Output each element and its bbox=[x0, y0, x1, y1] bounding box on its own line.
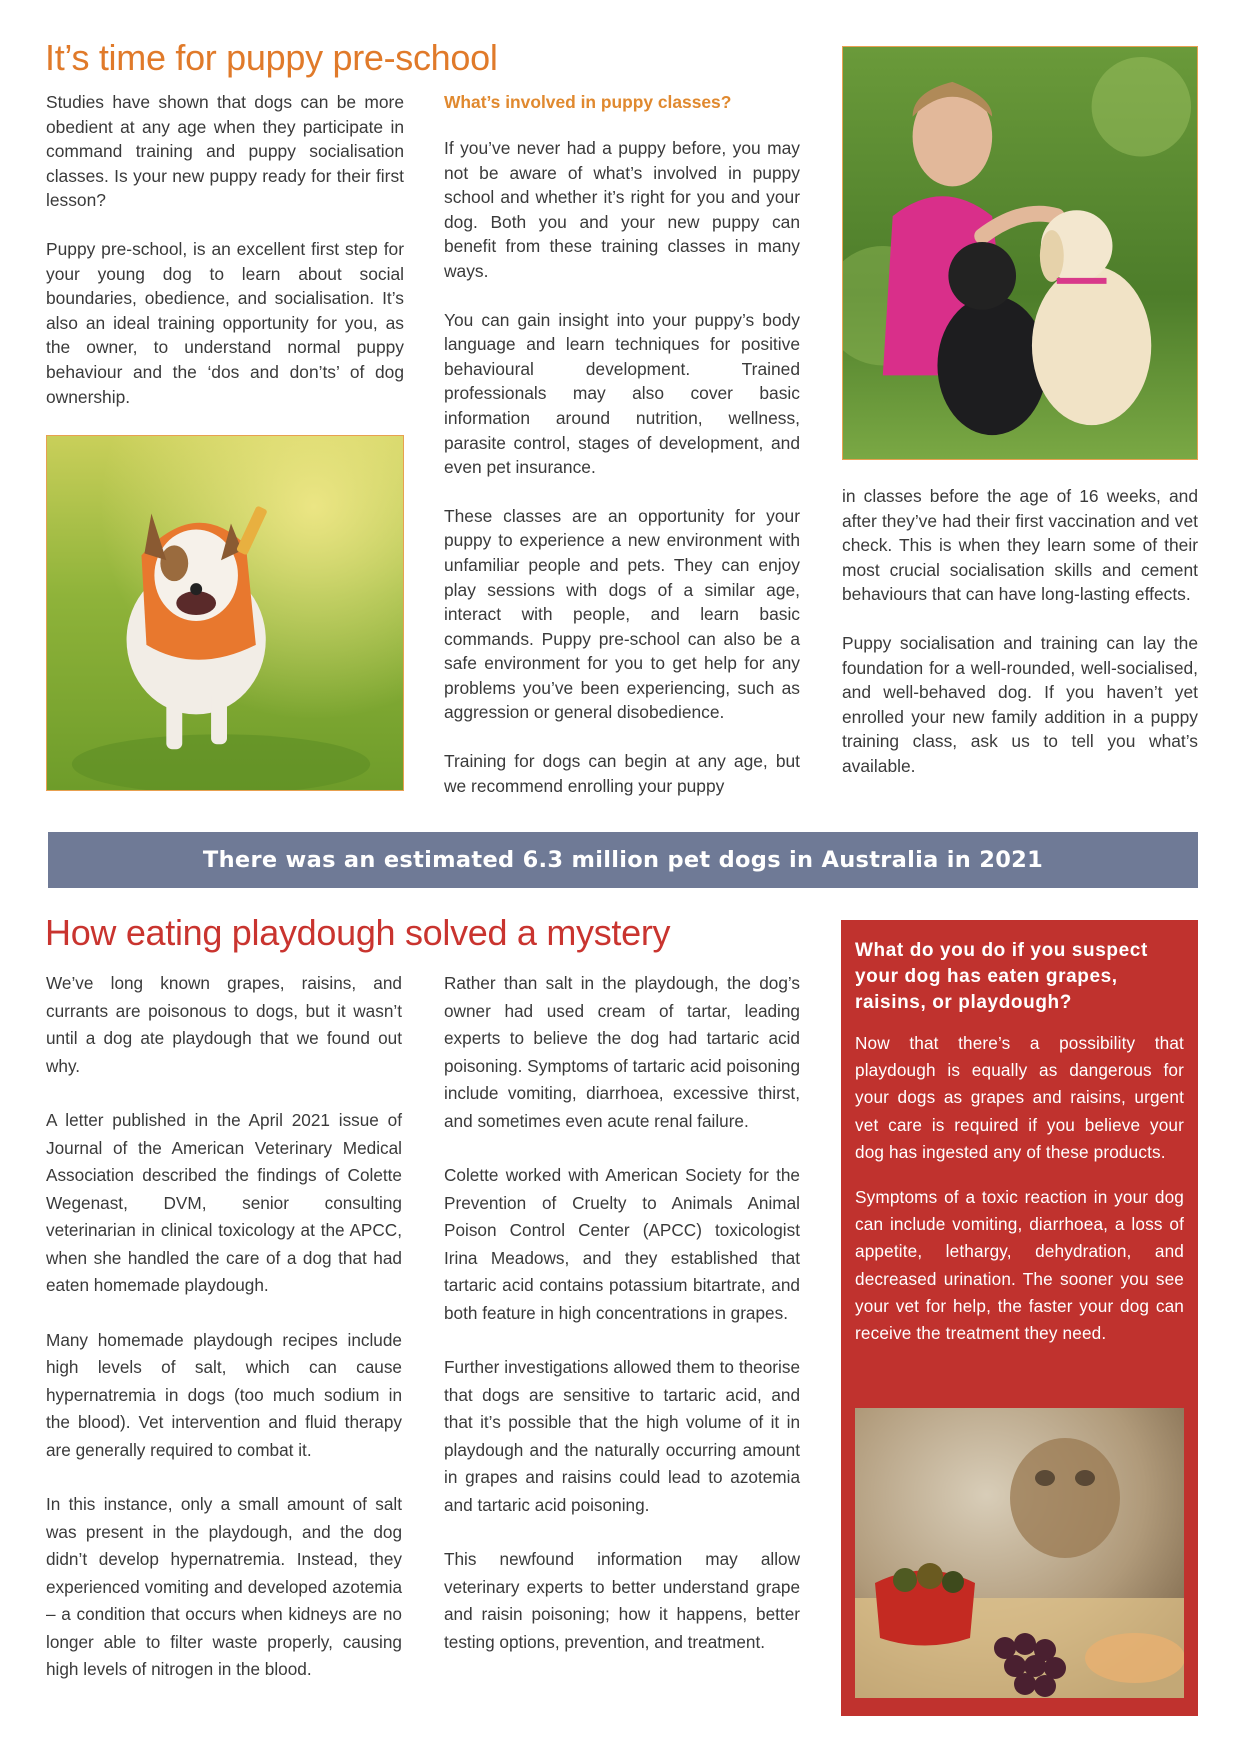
article2-col1-paragraph: A letter published in the April 2021 issue of Journal of the American Veterinary Medical Association described the findings of Colette Wegenast, DVM, senior consulting veterinarian in clinical toxicology at the APCC, when she handled the care of a dog that had eaten homemade playdough. bbox=[46, 1110, 402, 1295]
puppy-backpack-photo bbox=[46, 435, 404, 791]
article1-column-2 bbox=[444, 90, 800, 822]
trainer-with-dogs-photo bbox=[842, 46, 1198, 460]
article2-title: How eating playdough solved a mystery bbox=[45, 912, 671, 953]
article1-col1-paragraph: Studies have shown that dogs can be more obedient at any age when they participate in command training and puppy socialisation classes. Is your new puppy ready for their first lesson? bbox=[46, 92, 404, 211]
article2-col2-paragraph: This newfound information may allow veterinary experts to better understand grape and raisin poisoning; how it happens, better testing options, prevention, and treatment. bbox=[444, 1549, 800, 1652]
sidebar-paragraph: Now that there’s a possibility that playdough is equally as dangerous for your dogs as grapes and raisins, urgent vet care is required if you believe your dog has ingested any of these products. bbox=[855, 1033, 1184, 1162]
article1-col2-paragraph: Training for dogs can begin at any age, but we recommend enrolling your puppy bbox=[444, 751, 800, 796]
sidebar-paragraph: Symptoms of a toxic reaction in your dog can include vomiting, diarrhoea, a loss of appetite, lethargy, dehydration, and decreased urination. The sooner you see your vet for help, the faster your dog can receive the treatment they need. bbox=[855, 1187, 1184, 1344]
article2-column-2 bbox=[444, 970, 800, 1683]
article1-column-1 bbox=[46, 90, 404, 433]
article2-col2-paragraph: Rather than salt in the playdough, the dog’s owner had used cream of tartar, leading experts to believe the dog had tartaric acid poisoning. Symptoms of tartaric acid poisoning include vomiting, diarrhoea, excessive thirst, and sometimes even acute renal failure. bbox=[444, 973, 800, 1131]
article2-column-1 bbox=[46, 970, 402, 1711]
article2-col1-paragraph: Many homemade playdough recipes include high levels of salt, which can cause hypernatremia in dogs (too much sodium in the blood). Vet intervention and fluid therapy are generally required to combat it. bbox=[46, 1329, 402, 1460]
article2-col2-paragraph: Colette worked with American Society for the Prevention of Cruelty to Animals Animal Poison Control Center (APCC) toxicologist Irina Meadows, and they established that tartaric acid contains potassium bitartrate, and both feature in high concentrations in grapes. bbox=[444, 1165, 800, 1323]
toxicity-sidebar bbox=[841, 920, 1198, 1716]
sidebar-heading: What do you do if you suspect your dog has eaten grapes, raisins, or playdough? bbox=[855, 940, 1148, 1013]
fact-banner-text: There was an estimated 6.3 million pet dogs in Australia in 2021 bbox=[202, 847, 1044, 873]
puppy-backpack-illustration bbox=[47, 436, 403, 790]
dog-with-grapes-photo bbox=[855, 1408, 1184, 1698]
article1-col2-paragraph: You can gain insight into your puppy’s body language and learn techniques for positive behavioural development. Trained professionals may also cover basic information around nutrition, wellness, parasite control, stages of development, and even pet insurance. bbox=[444, 309, 800, 478]
article1-col2-paragraph: If you’ve never had a puppy before, you may not be aware of what’s involved in puppy school and whether it’s right for you and your dog. Both you and your new puppy can benefit from these training classes in many ways. bbox=[444, 138, 800, 281]
article1-col1-paragraph: Puppy pre-school, is an excellent first step for your young dog to learn about social boundaries, obedience, and socialisation. It’s also an ideal training opportunity for you, as the owner, to understand normal puppy behaviour and the ‘dos and don’ts’ of dog ownership. bbox=[46, 238, 404, 407]
article2-col2-paragraph: Further investigations allowed them to theorise that dogs are sensitive to tartaric acid, and that it’s possible that the high volume of it in playdough and the naturally occurring amount in grapes and raisins could lead to azotemia and tartaric acid poisoning. bbox=[444, 1357, 800, 1515]
article1-col3-paragraph: Puppy socialisation and training can lay the foundation for a well-rounded, well-socialised, and well-behaved dog. If you haven’t yet enrolled your new family addition in a puppy training class, ask us to tell you what’s available. bbox=[842, 632, 1198, 776]
article1-subheading: What’s involved in puppy classes? bbox=[444, 92, 732, 112]
dog-with-grapes-illustration bbox=[855, 1408, 1184, 1698]
article2-col1-paragraph: In this instance, only a small amount of salt was present in the playdough, and the dog didn’t develop hypernatremia. Instead, they experienced vomiting and developed azotemia – a condition that occurs when kidneys are no longer able to filter waste properly, causing high levels of nitrogen in the blood. bbox=[46, 1494, 402, 1679]
article1-column-3 bbox=[842, 484, 1198, 803]
trainer-with-dogs-illustration bbox=[843, 47, 1197, 459]
article1-col2-paragraph: These classes are an opportunity for your puppy to experience a new environment with unfamiliar people and pets. They can enjoy play sessions with dogs of a similar age, interact with people, and learn basic commands. Puppy pre-school can also be a safe environment for you to get help for any problems you’ve been experiencing, such as aggression or general disobedience. bbox=[444, 505, 800, 723]
article2-col1-paragraph: We’ve long known grapes, raisins, and currants are poisonous to dogs, but it wasn’t until a dog ate playdough that we found out why. bbox=[46, 973, 402, 1076]
fact-banner bbox=[48, 832, 1198, 888]
article1-col3-paragraph: in classes before the age of 16 weeks, and after they’ve had their first vaccination and vet check. This is when they learn some of their most crucial socialisation skills and cement behaviours that can have long-lasting effects. bbox=[842, 486, 1198, 605]
article1-title: It’s time for puppy pre-school bbox=[45, 37, 498, 78]
